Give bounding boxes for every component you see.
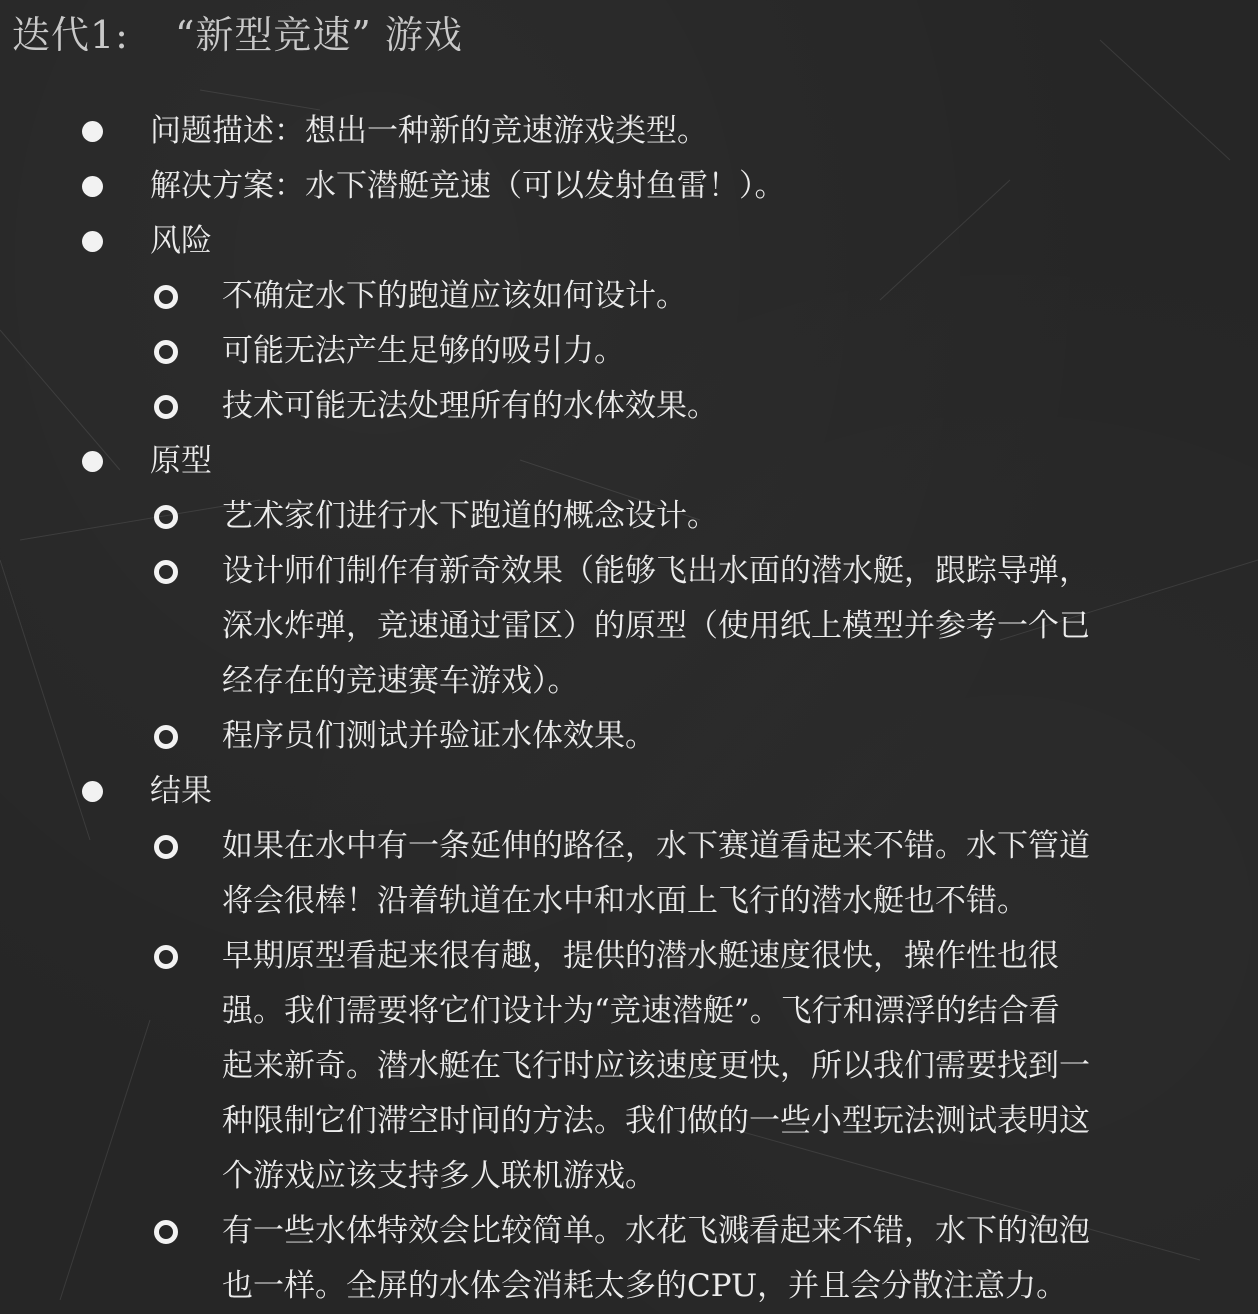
filled-bullet-icon (82, 121, 103, 142)
hollow-bullet-icon (154, 340, 178, 364)
sub-list-item (0, 379, 1258, 434)
item-text-line: 深水炸弹，竞速通过雷区）的原型（使用纸上模型并参考一个已 (222, 608, 1090, 644)
filled-bullet-icon (82, 231, 103, 252)
hollow-bullet-icon (154, 560, 178, 584)
title-main: “新型竞速” 游戏 (174, 13, 463, 57)
item-text-line: 强。我们需要将它们设计为“竞速潜艇”。飞行和漂浮的结合看 (222, 993, 1060, 1029)
item-text-line: 将会很棒！沿着轨道在水中和水面上飞行的潜水艇也不错。 (222, 883, 1028, 919)
hollow-bullet-icon (154, 395, 178, 419)
list-item (0, 434, 1258, 489)
hollow-bullet-icon (154, 945, 178, 969)
hollow-bullet-icon (154, 1220, 178, 1244)
hollow-bullet-icon (154, 505, 178, 529)
item-text-line: 结果 (150, 773, 212, 809)
item-text-line: 设计师们制作有新奇效果（能够飞出水面的潜水艇，跟踪导弹， (222, 553, 1090, 589)
item-text-line: 不确定水下的跑道应该如何设计。 (222, 278, 687, 314)
item-text-line: 程序员们测试并验证水体效果。 (222, 718, 656, 754)
hollow-bullet-icon (154, 725, 178, 749)
item-text-line: 也一样。全屏的水体会消耗太多的CPU，并且会分散注意力。 (222, 1268, 1068, 1304)
item-text-line: 可能无法产生足够的吸引力。 (222, 333, 625, 369)
outline-list (0, 104, 1258, 1314)
sub-list-item (0, 929, 1258, 1204)
item-text-line: 风险 (150, 223, 212, 259)
item-text-line: 个游戏应该支持多人联机游戏。 (222, 1158, 656, 1194)
item-text-line: 种限制它们滞空时间的方法。我们做的一些小型玩法测试表明这 (222, 1103, 1090, 1139)
hollow-bullet-icon (154, 285, 178, 309)
list-item (0, 214, 1258, 269)
item-text-line: 问题描述：想出一种新的竞速游戏类型。 (150, 113, 708, 149)
list-item (0, 159, 1258, 214)
title-prefix: 迭代1: (12, 13, 129, 57)
item-text-line: 早期原型看起来很有趣，提供的潜水艇速度很快，操作性也很 (222, 938, 1059, 974)
sub-list-item (0, 269, 1258, 324)
list-item (0, 104, 1258, 159)
sub-list-item (0, 819, 1258, 929)
filled-bullet-icon (82, 781, 103, 802)
filled-bullet-icon (82, 176, 103, 197)
sub-list-item (0, 324, 1258, 379)
item-text-line: 原型 (150, 443, 212, 479)
item-text-line: 经存在的竞速赛车游戏）。 (222, 663, 579, 699)
item-text-line: 解决方案：水下潜艇竞速（可以发射鱼雷！）。 (150, 168, 786, 204)
item-text-line: 艺术家们进行水下跑道的概念设计。 (222, 498, 718, 534)
sub-list-item (0, 544, 1258, 709)
sub-list-item (0, 1204, 1258, 1314)
item-text-line: 如果在水中有一条延伸的路径，水下赛道看起来不错。水下管道 (222, 828, 1090, 864)
filled-bullet-icon (82, 451, 103, 472)
sub-list-item (0, 709, 1258, 764)
item-text-line: 技术可能无法处理所有的水体效果。 (222, 388, 718, 424)
item-text-line: 有一些水体特效会比较简单。水花飞溅看起来不错，水下的泡泡 (222, 1213, 1090, 1249)
list-item (0, 764, 1258, 819)
sub-list-item (0, 489, 1258, 544)
page-title (12, 10, 463, 60)
item-text-line: 起来新奇。潜水艇在飞行时应该速度更快，所以我们需要找到一 (222, 1048, 1090, 1084)
hollow-bullet-icon (154, 835, 178, 859)
